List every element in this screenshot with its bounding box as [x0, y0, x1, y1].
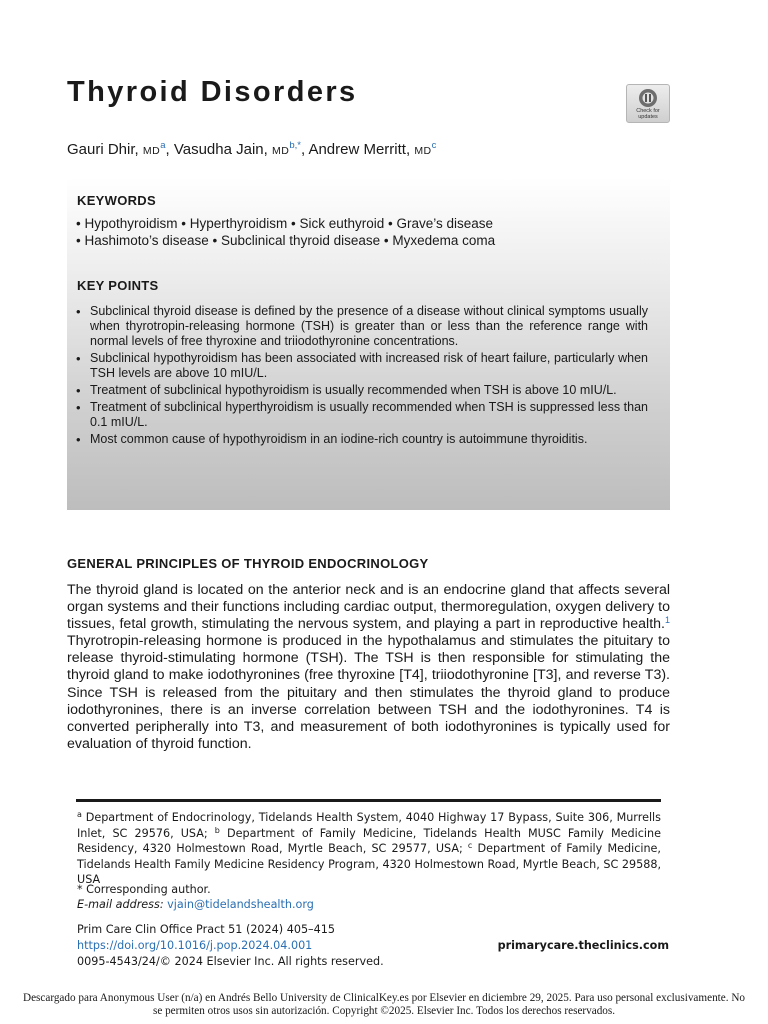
key-point-item: • Treatment of subclinical hyperthyroidism is usually recommended when TSH is suppressed less than 0.1 mIU/L.	[76, 400, 648, 430]
key-point-item: • Treatment of subclinical hypothyroidism is usually recommended when TSH is above 10 mIU/L.	[76, 383, 648, 398]
copyright-line: 0095-4543/24/© 2024 Elsevier Inc. All rights reserved.	[77, 955, 384, 968]
affiliation-text: Department of Family Medicine, Tidelands Health MUSC Family Medicine Residency, 4320 Holmestown Road, Myrtle Beach, SC 29577, USA;	[77, 826, 661, 856]
paragraph-text: Thyrotropin-releasing hormone is produced in the hypothalamus and stimulates the pituitary to release thyroid-stimulating hormone (TSH). The TSH is then responsible for stimulating the thyroid gland to make iodothyronines (free thyroxine [T4], triiodothyronine [T3], and reverse T3). Since TSH is released from the pituitary and then stimulates the thyroid gland to produce iodothyronines, there is an inverse correlation between TSH and the iodothyronines. T4 is converted peripherally into T3, and measurement of both iodothyronines is typically used for evaluation of thyroid function.	[67, 633, 670, 752]
keywords-line: • Hashimoto’s disease • Subclinical thyroid disease • Myxedema coma	[76, 233, 496, 248]
doi-link[interactable]: https://doi.org/10.1016/j.pop.2024.04.001	[77, 939, 313, 952]
affiliation-mark: a	[77, 810, 82, 819]
affiliation-ref[interactable]: b,*	[289, 140, 301, 151]
keywords-line: • Hypothyroidism • Hyperthyroidism • Sick euthyroid • Grave’s disease	[76, 216, 494, 231]
author-name: , Andrew Merritt,	[300, 141, 415, 158]
author-degree: MD	[142, 145, 161, 157]
affiliation-mark: b	[214, 825, 220, 835]
author-list	[67, 141, 436, 158]
check-updates-label: Check for updates	[636, 108, 660, 120]
email-link[interactable]: vjain@tidelandshealth.org	[167, 898, 314, 911]
affiliation-text: Department of Family Medicine, Tidelands Health Family Medicine Residency Program, 4320 Holmestown Road, Myrtle Beach, SC 29588, USA	[77, 842, 661, 887]
author-name: Gauri Dhir,	[67, 141, 143, 158]
affiliation-mark: c	[467, 841, 473, 851]
reference-link[interactable]: 1	[664, 615, 670, 626]
author-degree: MD	[414, 145, 432, 157]
section-heading: GENERAL PRINCIPLES OF THYROID ENDOCRINOLOGY	[67, 556, 429, 571]
key-point-item: • Most common cause of hypothyroidism in an iodine-rich country is autoimmune thyroiditis.	[76, 432, 648, 447]
affiliation-text: Department of Endocrinology, Tidelands Health System, 4040 Highway 17 Bypass, Suite 306, Murrells Inlet, SC 29576, USA;	[77, 811, 661, 840]
author-name: , Vasudha Jain,	[165, 141, 272, 158]
check-for-updates-badge[interactable]	[626, 84, 670, 123]
body-paragraph	[67, 582, 670, 753]
affiliation-ref[interactable]: c	[431, 140, 437, 151]
keywords-heading: KEYWORDS	[77, 193, 156, 208]
footnote-divider	[76, 799, 661, 802]
author-degree: MD	[271, 145, 290, 157]
corresponding-author: * Corresponding author.	[77, 883, 211, 896]
key-points-list	[76, 304, 648, 449]
paragraph-text: The thyroid gland is located on the anterior neck and is an endocrine gland that affects several organ systems and their functions including cardiac output, thermoregulation, oxygen delivery to tissues, fetal growth, stimulating the nervous system, and playing a part in reproductive health.	[67, 582, 670, 633]
key-point-item: • Subclinical thyroid disease is defined by the presence of a disease without clinical symptoms usually when thyrotropin-releasing hormone (TSH) is greater than or less than the reference range with normal levels of free thyroxine and triiodothyronine concentrations.	[76, 304, 648, 349]
key-point-item: • Subclinical hypothyroidism has been associated with increased risk of heart failure, particularly when TSH levels are above 10 mIU/L.	[76, 351, 648, 381]
affiliations	[77, 810, 661, 888]
affiliation-ref[interactable]: a	[160, 140, 166, 151]
keywords-keypoints-box	[67, 178, 670, 510]
key-points-heading: KEY POINTS	[77, 278, 159, 293]
journal-citation: Prim Care Clin Office Pract 51 (2024) 405–415	[77, 923, 336, 936]
journal-website: primarycare.theclinics.com	[497, 939, 669, 952]
email-line	[77, 898, 314, 911]
email-label: E-mail address:	[77, 898, 168, 911]
article-title: Thyroid Disorders	[67, 76, 358, 108]
download-notice: Descargado para Anonymous User (n/a) en Andrés Bello University de ClinicalKey.es por Elsevier en diciembre 29, 2025. Para uso personal exclusivamente. No se permiten otros usos sin autorización. Copyright ©2025. Elsevier Inc. Todos los derechos reservados.	[22, 992, 746, 1017]
check-updates-icon	[638, 88, 658, 108]
